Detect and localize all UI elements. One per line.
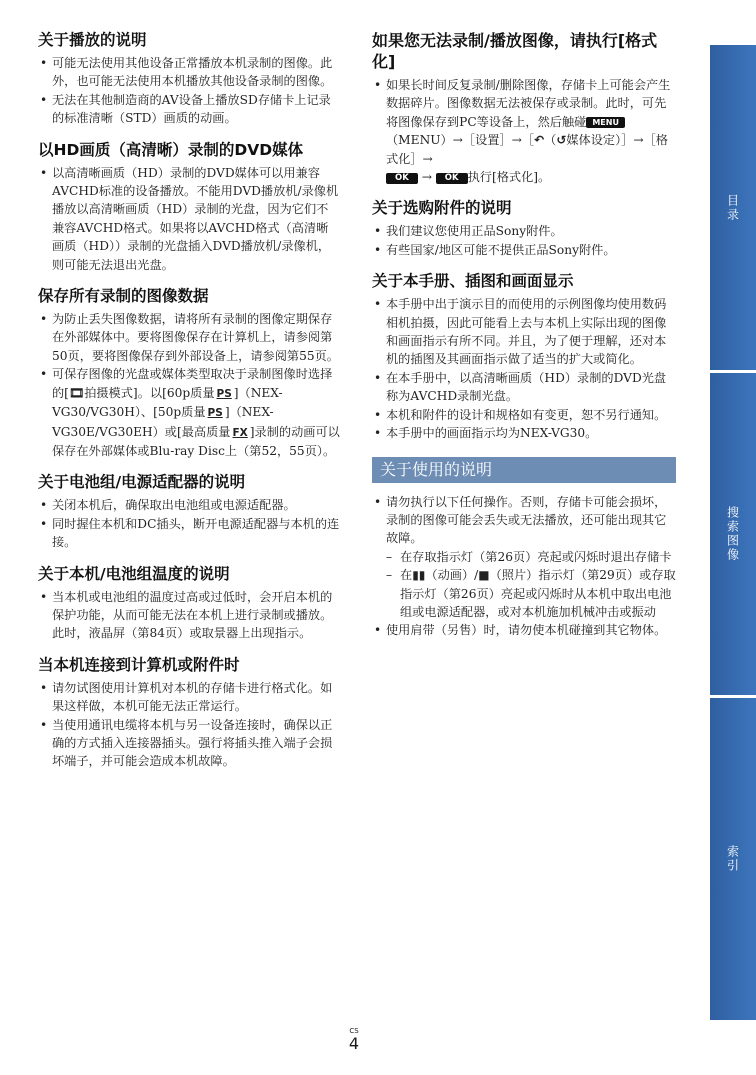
text-run: 如果长时间反复录制/删除图像，存储卡上可能会产生数据碎片。图像数据无法被保存或录制。此时，可先将图像保存到PC等设备上，然后触碰 <box>386 78 671 129</box>
section-heading: 关于播放的说明 <box>38 31 147 49</box>
section-heading: 如果您无法录制/播放图像，请执行[格式化] <box>372 31 658 71</box>
tab-label: 目录 <box>725 193 740 222</box>
section-heading: 以HD画质（高清晰）录制的DVD媒体 <box>38 140 304 159</box>
camera-icon: ■ <box>478 568 490 583</box>
section-manual-display <box>372 271 676 442</box>
text-run: （MENU）→［设置］→［ <box>386 133 535 148</box>
text-run: 拍摄模式]。以[60p质量 <box>84 385 215 400</box>
page-number-value: 4 <box>348 1034 360 1053</box>
section-bar-usage: 关于使用的说明 <box>372 457 676 483</box>
bullet-item: • 当使用通讯电缆将本机与另一设备连接时，确保以正确的方式插入连接器插头。强行将插头推入端子会损坏端子，并可能会造成本机故障。 <box>38 716 340 771</box>
bullet-item: • 我们建议您使用正品Sony附件。 <box>372 222 676 240</box>
section-heading: 保存所有录制的图像数据 <box>38 287 209 306</box>
text-run: 在 <box>400 568 413 583</box>
section-format <box>372 30 676 186</box>
left-column <box>38 30 340 783</box>
section-connection <box>38 655 340 771</box>
bullet-item: • 无法在其他制造商的AV设备上播放SD存储卡上记录的标准清晰（STD）画质的动画。 <box>38 91 340 128</box>
section-temperature <box>38 564 340 643</box>
bullet-item: • 请勿试图使用计算机对本机的存储卡进行格式化。如果这样做，本机可能无法正常运行。 <box>38 679 340 716</box>
text-run: 媒体设定）］→［格式化］→ <box>386 133 668 166</box>
section-hd-dvd-media <box>38 140 340 274</box>
text-run: ]录制的动画可以保存在外部媒体或Blu-ray Disc上（第52，55页）。 <box>52 424 340 458</box>
section-heading: 关于选购附件的说明 <box>372 199 512 218</box>
ps-quality-icon: PS <box>216 387 232 400</box>
ok-button-icon: OK <box>436 173 468 184</box>
page-number <box>343 1027 365 1053</box>
tab-label: 搜索图像 <box>725 506 740 562</box>
right-column <box>372 30 676 640</box>
text-run: 可保存图像的光盘或媒体类型取决于录制图像时选择的[ <box>52 367 333 400</box>
bullet-item: • 可能无法使用其他设备正常播放本机录制的图像。此外，也可能无法使用本机播放其他设备录制的图像。 <box>38 54 340 91</box>
film-icon: 🎞︎ <box>68 385 85 400</box>
bullet-item: • 使用肩带（另售）时，请勿使本机碰撞到其它物体。 <box>372 621 676 639</box>
fx-quality-icon: FX <box>232 426 248 439</box>
arrow-text: → <box>421 170 432 185</box>
bullet-item <box>372 493 676 622</box>
section-accessories <box>372 198 676 259</box>
text-run: （ <box>544 133 557 148</box>
ok-button-icon: OK <box>386 173 418 184</box>
section-playback-notes <box>38 30 340 128</box>
text-run: （照片）指示灯（第29页）或存取指示灯（第26页）亮起或闪烁时从本机中取出电池组或电源适配器，或对本机施加机械冲击或振动 <box>400 568 676 619</box>
menu-button-icon: MENU <box>586 117 625 128</box>
bullet-item <box>372 76 676 186</box>
section-battery-adapter <box>38 472 340 551</box>
ps-quality-icon: PS <box>207 407 223 420</box>
movie-icon: ▮▮ <box>412 568 426 583</box>
tab-contents[interactable] <box>710 45 756 370</box>
section-heading: 关于本手册、插图和画面显示 <box>372 272 574 291</box>
section-heading: 关于电池组/电源适配器的说明 <box>38 473 246 492</box>
bullet-item: • 本机和附件的设计和规格如有变更，恕不另行通知。 <box>372 406 676 424</box>
bullet-item: • 在本手册中，以高清晰画质（HD）录制的DVD光盘称为AVCHD录制光盘。 <box>372 369 676 406</box>
text-run: （动画）/ <box>425 568 479 583</box>
bullet-item: • 同时握住本机和DC插头，断开电源适配器与本机的连接。 <box>38 515 340 552</box>
bullet-item: • 当本机或电池组的温度过高或过低时，会开启本机的保护功能，从而可能无法在本机上进行录制或播放。此时，液晶屏（第84页）或取景器上出现指示。 <box>38 588 340 643</box>
tab-search-images[interactable] <box>710 373 756 695</box>
text-run: 请勿执行以下任何操作。否则，存储卡可能会损坏，录制的图像可能会丢失或无法播放，还可能出现其它故障。 <box>386 494 667 546</box>
bullet-item: • 关闭本机后，确保取出电池组或电源适配器。 <box>38 496 340 514</box>
section-save-data <box>38 286 340 460</box>
dash-item <box>386 566 676 621</box>
bullet-item: • 本手册中的画面指示均为NEX-VG30。 <box>372 424 676 442</box>
bullet-item: • 本手册中出于演示目的而使用的示例图像均使用数码相机拍摄，因此可能看上去与本机上实际出现的图像和画面指示有所不同。并且，为了便于理解，还对本机的插图及其画面指示做了适当的扩大或简化。 <box>372 295 676 369</box>
tab-label: 索引 <box>725 845 740 873</box>
bullet-item: • 为防止丢失图像数据，请将所有录制的图像定期保存在外部媒体中。要将图像保存在计算机上，请参阅第50页，要将图像保存到外部设备上，请参阅第55页。 <box>38 310 340 365</box>
bullet-item: • 有些国家/地区可能不提供正品Sony附件。 <box>372 241 676 259</box>
text-run: ]（NEX-VG30/VG30H）、[50p质量 <box>52 385 283 420</box>
bullet-item: • 以高清晰画质（HD）录制的DVD媒体可以用兼容AVCHD标准的设备播放。不能用DVD播放机/录像机播放以高清晰画质（HD）录制的光盘，因为它们不兼容AVCHD格式。如果将以AVCHD格式（高清晰画质（HD））录制的光盘插入DVD播放机/录像机，则可能无法退出光盘。 <box>38 164 340 274</box>
setup-icon: ↶ <box>534 133 545 148</box>
usage-list <box>372 493 676 640</box>
section-heading: 关于本机/电池组温度的说明 <box>38 564 230 583</box>
bullet-item <box>38 365 340 460</box>
media-settings-icon: ↺ <box>556 133 567 148</box>
section-heading: 当本机连接到计算机或附件时 <box>38 655 240 674</box>
tab-index[interactable] <box>710 698 756 1020</box>
text-run: ]（NEX-VG30E/VG30EH）或[最高质量 <box>52 405 274 439</box>
dash-item: – 在存取指示灯（第26页）亮起或闪烁时退出存储卡 <box>386 548 676 566</box>
language-code: CS <box>349 1027 359 1035</box>
sidebar-tabs <box>710 45 756 1020</box>
text-run: 执行[格式化]。 <box>467 170 551 185</box>
